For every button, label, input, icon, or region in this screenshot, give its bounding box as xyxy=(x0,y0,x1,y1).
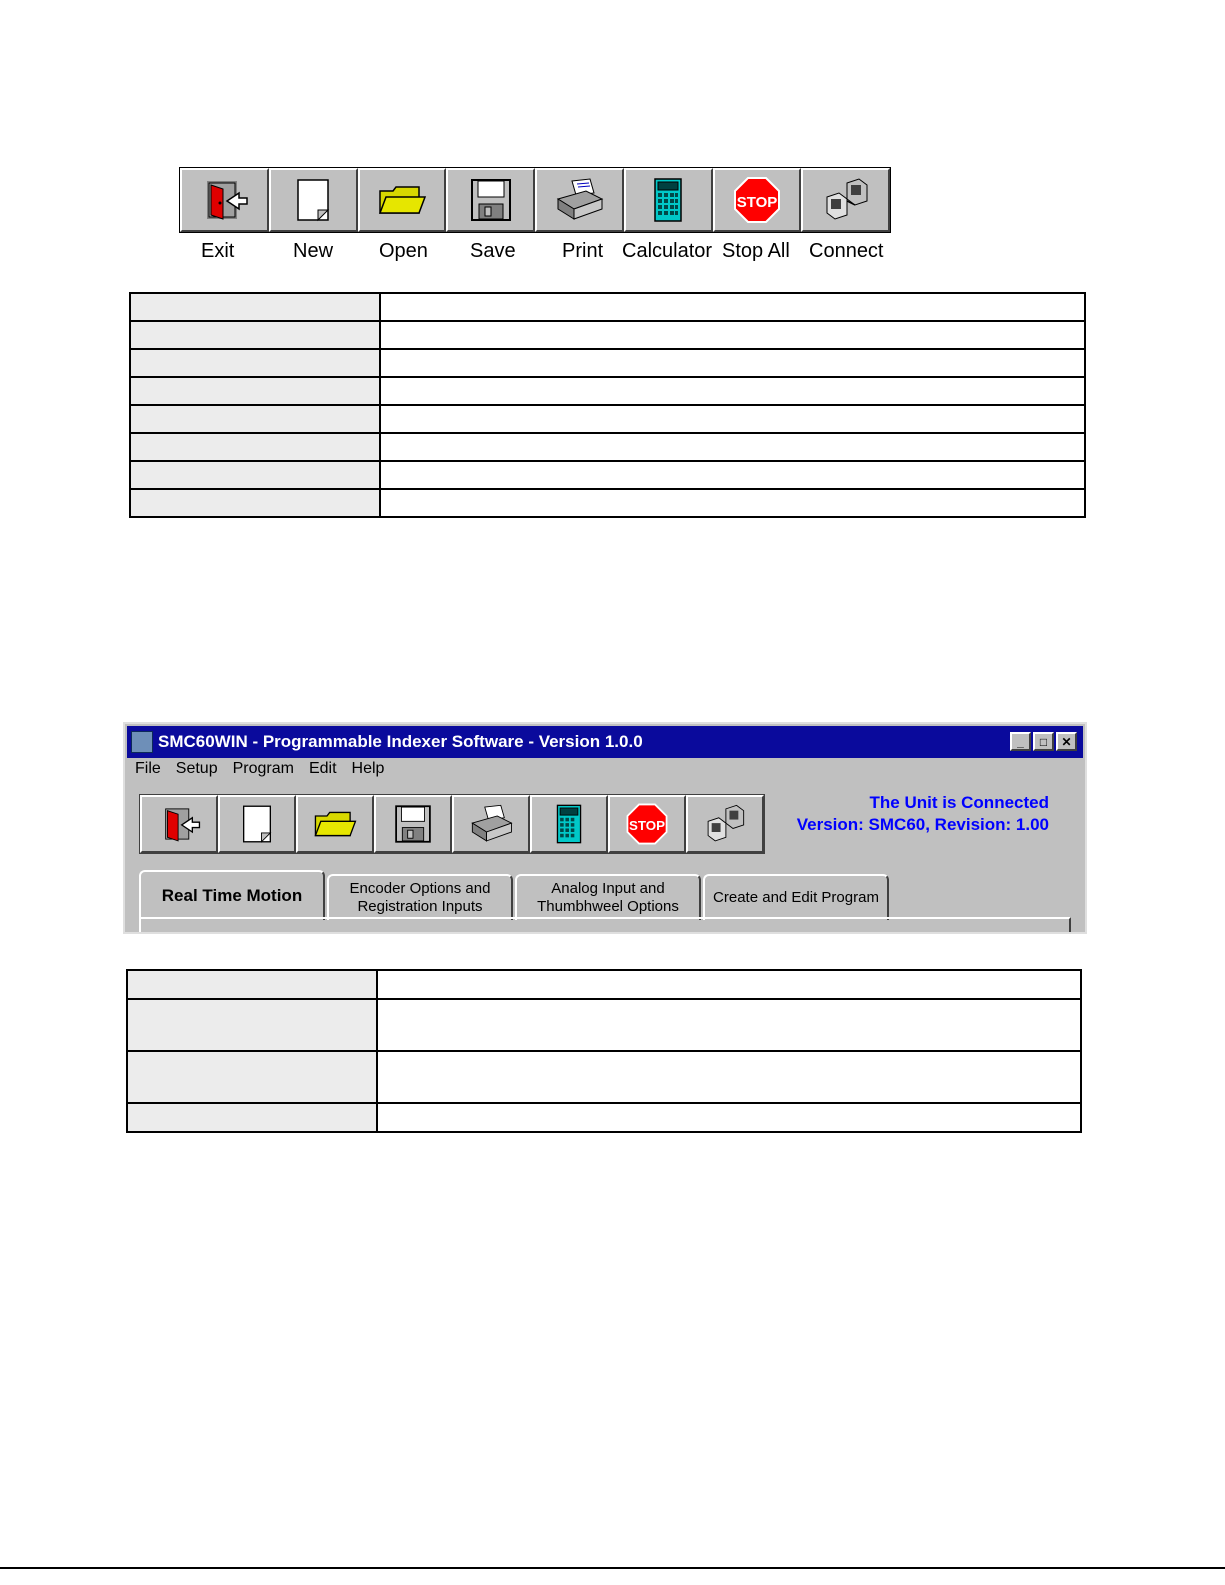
table-cell-value xyxy=(380,461,1085,489)
tab-label: Create and Edit Program xyxy=(713,889,879,906)
table-row xyxy=(130,377,1085,405)
label-print: Print xyxy=(562,240,604,262)
table-cell-key xyxy=(130,433,380,461)
table-cell-key xyxy=(127,970,377,999)
table-row xyxy=(130,321,1085,349)
status-connected: The Unit is Connected xyxy=(869,793,1049,812)
table-row xyxy=(130,489,1085,517)
toolbar-figure xyxy=(179,167,891,233)
stop-sign-text: STOP xyxy=(628,818,666,834)
table-row xyxy=(127,970,1081,999)
tab-label-line1: Analog Input and xyxy=(551,880,665,897)
table-cell-key xyxy=(130,349,380,377)
window-title: SMC60WIN - Programmable Indexer Software - Version 1.0.0 xyxy=(158,732,643,751)
calculator-button[interactable] xyxy=(624,168,713,232)
tab-analog-input[interactable] xyxy=(515,874,701,920)
open-button[interactable] xyxy=(296,795,374,853)
calculator-button[interactable] xyxy=(530,795,608,853)
tab-panel xyxy=(139,917,1071,934)
table-cell-value xyxy=(380,349,1085,377)
connect-computers-icon xyxy=(701,803,749,845)
exit-door-icon xyxy=(197,177,251,223)
table-row xyxy=(130,349,1085,377)
table-cell-value xyxy=(380,293,1085,321)
application-window xyxy=(123,722,1087,934)
connect-button[interactable] xyxy=(801,168,890,232)
table-cell-key xyxy=(130,293,380,321)
table-cell-value xyxy=(377,970,1081,999)
tab-label: Real Time Motion xyxy=(161,886,303,905)
maximize-button[interactable]: □ xyxy=(1033,732,1054,751)
close-button[interactable]: ✕ xyxy=(1056,732,1077,751)
menu-file[interactable]: File xyxy=(135,760,161,777)
new-button[interactable] xyxy=(269,168,358,232)
exit-button[interactable] xyxy=(180,168,269,232)
label-calculator: Calculator xyxy=(622,240,713,262)
table-cell-key xyxy=(130,461,380,489)
print-button[interactable] xyxy=(452,795,530,853)
window-controls xyxy=(1010,732,1077,751)
tab-strip xyxy=(139,870,891,920)
table-cell-value xyxy=(380,377,1085,405)
open-button[interactable] xyxy=(358,168,447,232)
table-row xyxy=(130,433,1085,461)
app-icon[interactable] xyxy=(131,731,153,753)
new-document-icon xyxy=(286,177,340,223)
table-row xyxy=(127,1103,1081,1132)
label-stop-all: Stop All xyxy=(722,240,790,262)
tab-real-time-motion[interactable] xyxy=(139,870,325,920)
stop-all-button[interactable] xyxy=(713,168,802,232)
menu-bar xyxy=(135,760,384,778)
connect-button[interactable] xyxy=(686,795,764,853)
new-button[interactable] xyxy=(218,795,296,853)
page-footer-rule xyxy=(0,1567,1225,1569)
label-connect: Connect xyxy=(809,240,884,262)
status-version: Version: SMC60, Revision: 1.00 xyxy=(796,815,1049,834)
minimize-button[interactable]: _ xyxy=(1010,732,1031,751)
title-bar[interactable] xyxy=(127,726,1083,758)
exit-door-icon xyxy=(155,803,203,845)
connection-status xyxy=(797,792,1049,836)
label-save: Save xyxy=(470,240,516,262)
tab-encoder-options[interactable] xyxy=(327,874,513,920)
printer-icon xyxy=(552,177,606,223)
tab-label-line1: Encoder Options and xyxy=(349,880,491,897)
floppy-disk-icon xyxy=(464,177,518,223)
window-toolbar xyxy=(139,794,765,854)
stop-all-button[interactable] xyxy=(608,795,686,853)
stop-sign-icon xyxy=(730,177,784,223)
table-cell-key xyxy=(130,405,380,433)
table-row xyxy=(130,405,1085,433)
table-cell-key xyxy=(127,999,377,1051)
table-cell-value xyxy=(380,321,1085,349)
connect-computers-icon xyxy=(819,177,873,223)
floppy-disk-icon xyxy=(389,803,437,845)
new-document-icon xyxy=(233,803,281,845)
table-cell-key xyxy=(127,1051,377,1103)
status-description-table xyxy=(126,969,1082,1133)
toolbar-labels xyxy=(179,240,891,268)
menu-edit[interactable]: Edit xyxy=(308,760,337,777)
table-cell-value xyxy=(377,999,1081,1051)
stop-sign-text: STOP xyxy=(736,194,778,211)
table-cell-value xyxy=(377,1051,1081,1103)
table-cell-key xyxy=(127,1103,377,1132)
print-button[interactable] xyxy=(535,168,624,232)
menu-help[interactable]: Help xyxy=(351,760,385,777)
table-cell-value xyxy=(380,433,1085,461)
tab-create-edit-program[interactable] xyxy=(703,874,889,920)
open-folder-icon xyxy=(311,803,359,845)
table-cell-value xyxy=(380,489,1085,517)
table-row xyxy=(130,461,1085,489)
printer-icon xyxy=(467,803,515,845)
table-cell-key xyxy=(130,377,380,405)
table-cell-key xyxy=(130,489,380,517)
label-new: New xyxy=(293,240,334,262)
tab-label-line2: Registration Inputs xyxy=(357,898,483,915)
menu-program[interactable]: Program xyxy=(232,760,294,777)
table-row xyxy=(127,1051,1081,1103)
exit-button[interactable] xyxy=(140,795,218,853)
menu-setup[interactable]: Setup xyxy=(175,760,218,777)
table-row xyxy=(130,293,1085,321)
calculator-icon xyxy=(641,177,695,223)
table-cell-value xyxy=(377,1103,1081,1132)
save-button[interactable] xyxy=(446,168,535,232)
open-folder-icon xyxy=(375,177,429,223)
toolbar-description-table xyxy=(129,292,1086,518)
table-cell-key xyxy=(130,321,380,349)
table-cell-value xyxy=(380,405,1085,433)
label-open: Open xyxy=(379,240,428,262)
table-row xyxy=(127,999,1081,1051)
label-exit: Exit xyxy=(201,240,235,262)
stop-sign-icon xyxy=(623,803,671,845)
save-button[interactable] xyxy=(374,795,452,853)
calculator-icon xyxy=(545,803,593,845)
tab-label-line2: Thumbhweel Options xyxy=(537,898,679,915)
